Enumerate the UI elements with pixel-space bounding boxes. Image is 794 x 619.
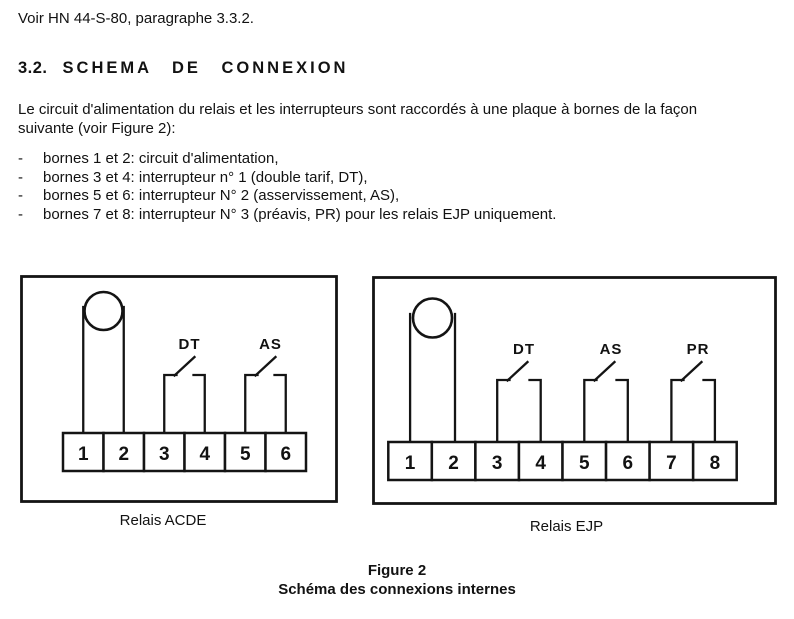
- list-item-text: bornes 1 et 2: circuit d'alimentation,: [43, 150, 279, 167]
- switch-contact-right: [275, 375, 286, 434]
- list-bullet: -: [18, 206, 23, 224]
- switch-label-dt: DT: [178, 336, 201, 353]
- switch-blade: [682, 362, 702, 381]
- switch-contact-right: [194, 375, 205, 434]
- terminal-strip: [388, 442, 736, 480]
- section-number: 3.2.: [18, 59, 48, 77]
- switch-contact-right: [617, 380, 628, 443]
- figure-caption: [0, 562, 794, 599]
- relay-coil-circle: [85, 292, 123, 330]
- section-title: SCHEMA DE CONNEXION: [62, 59, 349, 77]
- reference-line: Voir HN 44-S-80, paragraphe 3.3.2.: [18, 10, 254, 27]
- list-bullet: -: [18, 150, 23, 167]
- switch-as-symbol: [245, 336, 286, 434]
- diagram-caption-acde: Relais ACDE: [119, 512, 207, 529]
- intro-paragraph: [18, 101, 697, 138]
- list-item-text: bornes 3 et 4: interrupteur n° 1 (double tarif, DT),: [43, 168, 368, 186]
- switch-contact-left: [164, 375, 176, 434]
- relay-coil-symbol: [410, 299, 455, 444]
- list-item: [18, 169, 556, 188]
- terminal-number: 6: [280, 444, 292, 465]
- switch-blade: [595, 362, 615, 381]
- diagram-caption-ejp: Relais EJP: [529, 518, 604, 535]
- switch-label-as: AS: [599, 341, 623, 358]
- switch-contact-left: [497, 380, 509, 443]
- terminal-strip: [63, 433, 306, 471]
- switch-contact-right: [704, 380, 715, 443]
- figure-caption-subtitle: Schéma des connexions internes: [278, 580, 516, 598]
- switch-as-symbol: [584, 341, 628, 443]
- figure-caption-title: Figure 2: [367, 562, 427, 579]
- list-item: [18, 187, 556, 206]
- relay-ejp-diagram: [372, 276, 777, 505]
- terminal-number: 7: [666, 453, 677, 474]
- relay-acde-diagram: [20, 275, 338, 503]
- terminal-number: 5: [579, 453, 590, 474]
- switch-label-pr: PR: [686, 341, 710, 358]
- paragraph-line-2: suivante (voir Figure 2):: [18, 119, 176, 137]
- switch-contact-left: [245, 375, 257, 434]
- list-bullet: -: [18, 187, 23, 205]
- terminal-number: 8: [709, 453, 721, 474]
- switch-label-as: AS: [259, 336, 282, 353]
- switch-blade: [256, 357, 276, 376]
- terminals-list: [18, 150, 556, 225]
- switch-blade: [508, 362, 528, 381]
- terminal-number: 4: [199, 444, 211, 465]
- switch-pr-symbol: [671, 341, 715, 443]
- terminal-number: 1: [404, 453, 416, 474]
- switch-contact-left: [584, 380, 596, 443]
- list-item: [18, 150, 556, 169]
- list-item-text: bornes 5 et 6: interrupteur N° 2 (asservissement, AS),: [43, 187, 400, 205]
- section-heading: [18, 59, 348, 78]
- switch-dt-symbol: [164, 336, 205, 434]
- terminal-number: 5: [239, 444, 251, 465]
- relay-coil-symbol: [83, 292, 124, 434]
- terminal-number: 3: [158, 444, 170, 465]
- list-bullet: -: [18, 168, 23, 186]
- switch-blade: [175, 357, 195, 376]
- terminal-number: 2: [448, 453, 459, 474]
- switch-contact-right: [530, 380, 541, 443]
- switch-dt-symbol: [497, 341, 541, 443]
- terminal-number: 3: [491, 453, 503, 474]
- switch-label-dt: DT: [513, 341, 535, 358]
- terminal-number: 6: [622, 453, 634, 474]
- paragraph-line-1: Le circuit d'alimentation du relais et les interrupteurs sont raccordés à une plaque à bornes de la façon: [18, 101, 698, 118]
- relay-coil-circle: [413, 299, 452, 338]
- terminal-number: 1: [77, 444, 89, 465]
- terminal-number: 2: [118, 444, 130, 465]
- switch-contact-left: [671, 380, 683, 443]
- terminal-number: 4: [535, 453, 546, 474]
- list-item: [18, 206, 556, 225]
- list-item-text: bornes 7 et 8: interrupteur N° 3 (préavis, PR) pour les relais EJP uniquement.: [43, 206, 557, 224]
